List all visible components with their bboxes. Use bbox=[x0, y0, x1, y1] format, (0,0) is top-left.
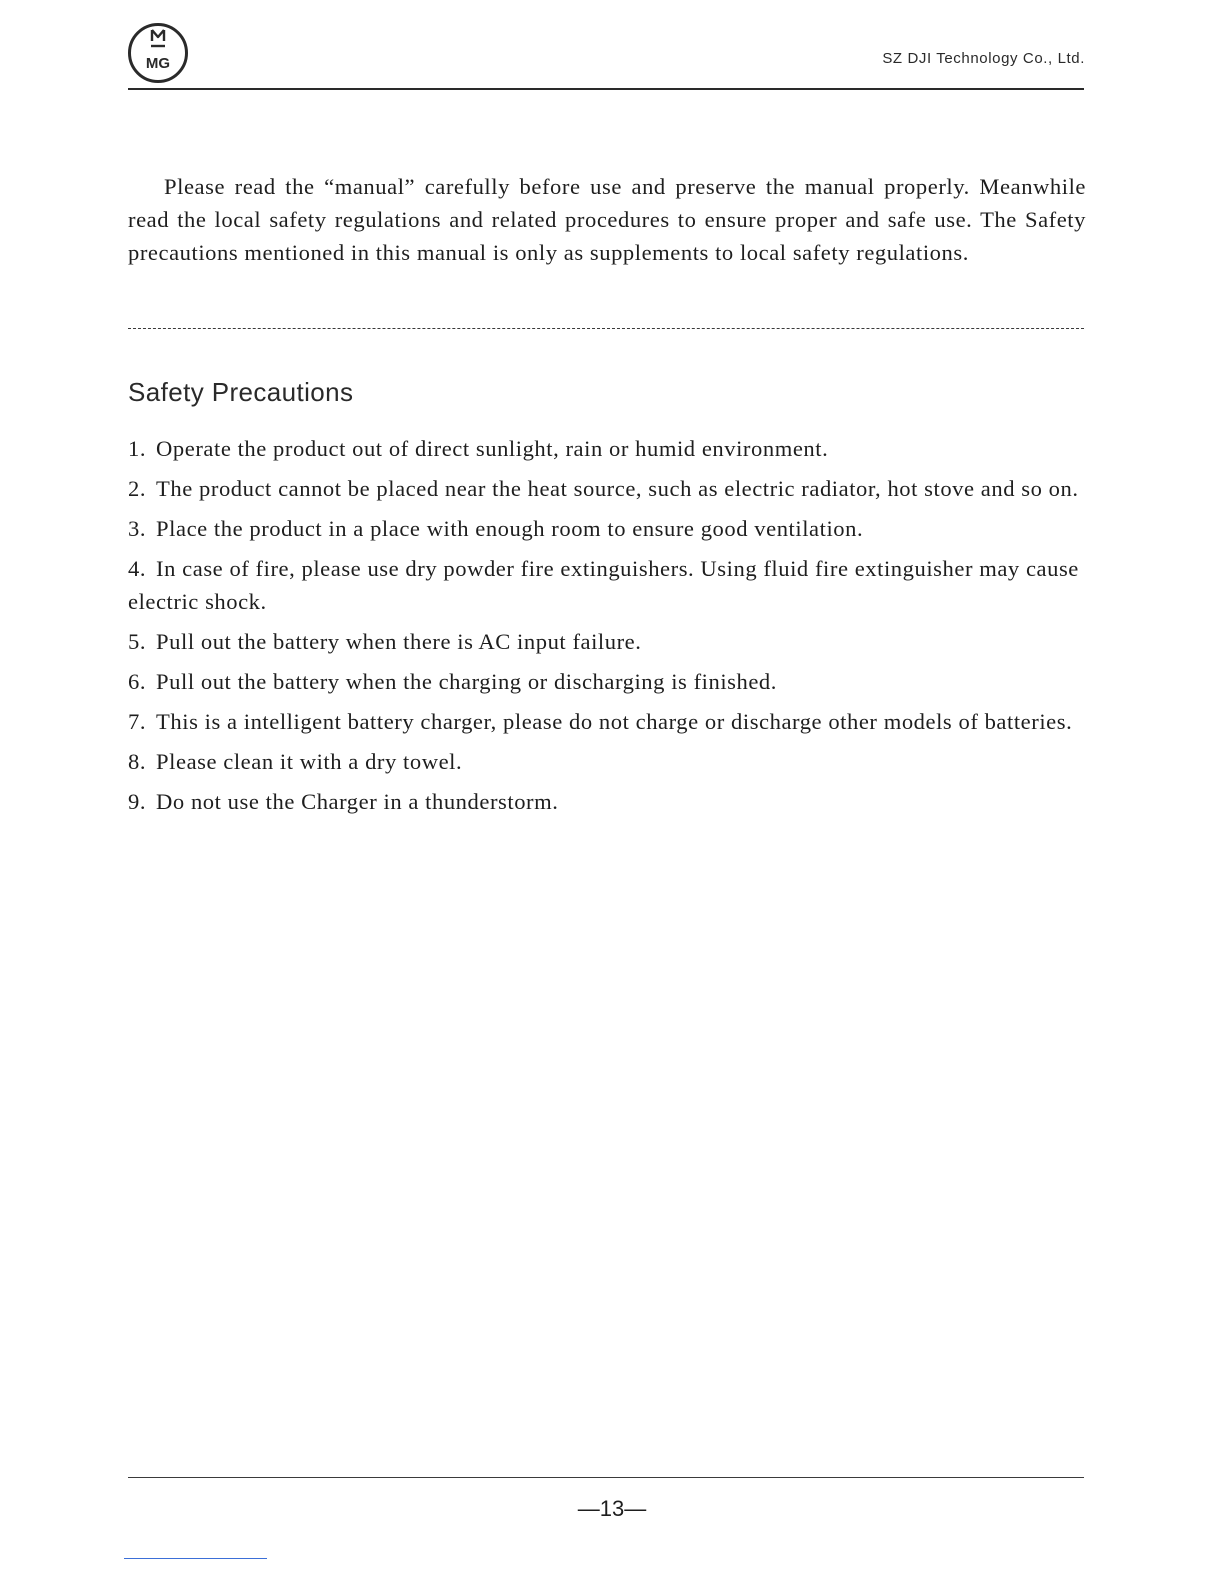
dashed-divider bbox=[128, 328, 1084, 329]
svg-text:MG: MG bbox=[145, 55, 171, 72]
safety-precautions-list bbox=[128, 432, 1086, 825]
list-item bbox=[128, 472, 1086, 505]
list-item bbox=[128, 785, 1086, 818]
item-number: 5. bbox=[128, 629, 147, 654]
list-item bbox=[128, 705, 1086, 738]
item-number: 7. bbox=[128, 709, 147, 734]
item-number: 3. bbox=[128, 516, 147, 541]
page-number: —13— bbox=[577, 1496, 647, 1521]
item-text: The product cannot be placed near the heat source, such as electric radiator, hot stove and so on. bbox=[156, 476, 1079, 501]
item-number: 2. bbox=[128, 476, 147, 501]
list-item bbox=[128, 665, 1086, 698]
item-number: 9. bbox=[128, 789, 147, 814]
item-text: In case of fire, please use dry powder fire extinguishers. Using fluid fire extinguisher may cause electric shock. bbox=[128, 556, 1079, 614]
link-underline bbox=[124, 1558, 267, 1559]
company-name: SZ DJI Technology Co., Ltd. bbox=[882, 50, 1085, 67]
item-text: Do not use the Charger in a thunderstorm. bbox=[156, 789, 559, 814]
item-number: 8. bbox=[128, 749, 147, 774]
list-item bbox=[128, 512, 1086, 545]
item-text: This is a intelligent battery charger, please do not charge or discharge other models of batteries. bbox=[156, 709, 1073, 734]
item-text: Place the product in a place with enough room to ensure good ventilation. bbox=[156, 516, 864, 541]
footer-divider bbox=[128, 1477, 1084, 1478]
list-item bbox=[128, 745, 1086, 778]
item-text: Pull out the battery when the charging or discharging is finished. bbox=[156, 669, 777, 694]
list-item bbox=[128, 552, 1086, 618]
mg-logo-icon bbox=[127, 22, 189, 84]
list-item bbox=[128, 432, 1086, 465]
item-text: Please clean it with a dry towel. bbox=[156, 749, 463, 774]
list-item bbox=[128, 625, 1086, 658]
intro-paragraph: Please read the “manual” carefully before use and preserve the manual properly. Meanwhile read the local safety regulations and related procedures to ensure proper and safe use. The Safety precautions mentioned in this manual is only as supplements to local safety regulations. bbox=[128, 174, 1086, 265]
section-title: Safety Precautions bbox=[128, 377, 354, 407]
item-text: Operate the product out of direct sunlight, rain or humid environment. bbox=[156, 436, 829, 461]
item-text: Pull out the battery when there is AC input failure. bbox=[156, 629, 642, 654]
item-number: 6. bbox=[128, 669, 147, 694]
item-number: 1. bbox=[128, 436, 147, 461]
item-number: 4. bbox=[128, 556, 147, 581]
header-divider bbox=[128, 88, 1084, 90]
